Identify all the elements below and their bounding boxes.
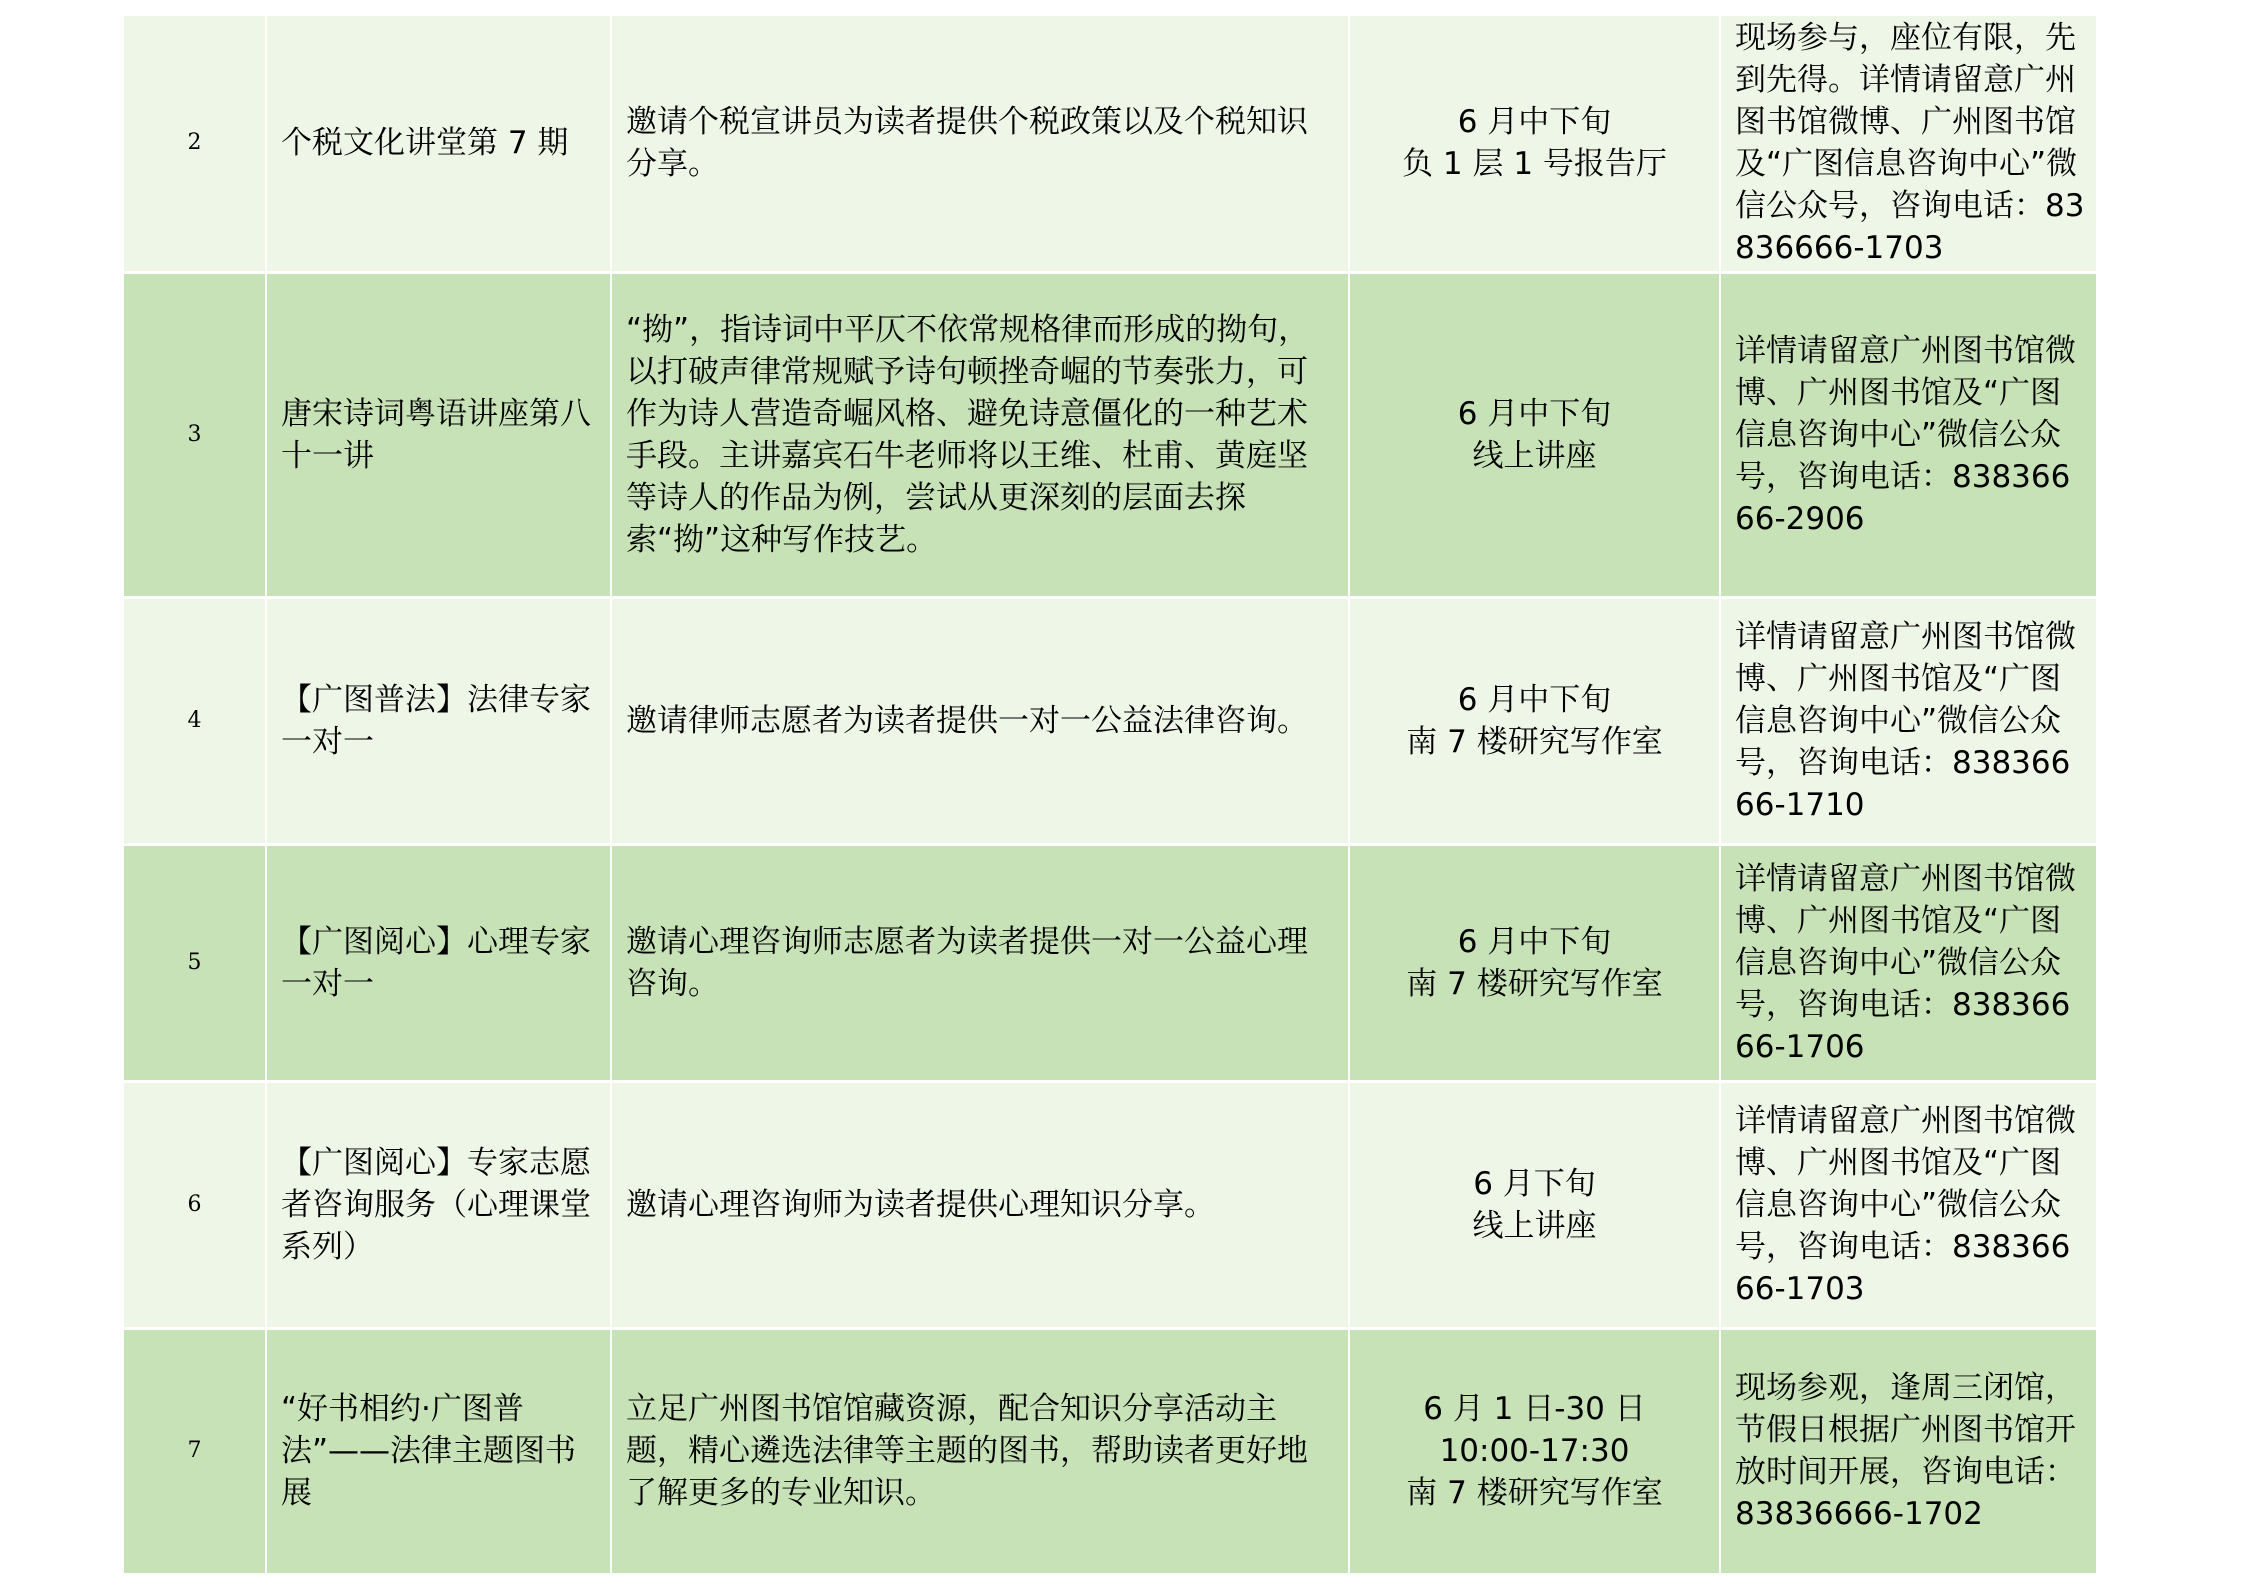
row-number: 5 xyxy=(124,844,266,1081)
time-place-line: 负 1 层 1 号报告厅 xyxy=(1402,146,1667,183)
activity-time-place xyxy=(1349,1081,1720,1328)
row-number: 3 xyxy=(124,272,266,597)
table-row xyxy=(124,1081,2096,1328)
table-row xyxy=(124,16,2096,272)
activity-note: 详情请留意广州图书馆微博、广州图书馆及“广图信息咨询中心”微信公众号，咨询电话：83836666-1710 xyxy=(1720,597,2096,844)
time-place-line: 6 月中下旬 xyxy=(1457,395,1612,432)
activity-name: 【广图阅心】心理专家一对一 xyxy=(266,844,611,1081)
activity-note: 详情请留意广州图书馆微博、广州图书馆及“广图信息咨询中心”微信公众号，咨询电话：83836666-1703 xyxy=(1720,1081,2096,1328)
activity-description: 立足广州图书馆馆藏资源，配合知识分享活动主题，精心遴选法律等主题的图书，帮助读者更好地了解更多的专业知识。 xyxy=(611,1328,1349,1574)
time-place-line: 南 7 楼研究写作室 xyxy=(1406,723,1663,760)
activity-note: 现场参观，逢周三闭馆，节假日根据广州图书馆开放时间开展，咨询电话：83836666-1702 xyxy=(1720,1328,2096,1574)
time-place-line: 6 月下旬 xyxy=(1473,1165,1596,1202)
activity-description: “拗”，指诗词中平仄不依常规格律而形成的拗句，以打破声律常规赋予诗句顿挫奇崛的节奏张力，可作为诗人营造奇崛风格、避免诗意僵化的一种艺术手段。主讲嘉宾石牛老师将以王维、杜甫、黄庭坚等诗人的作品为例，尝试从更深刻的层面去探索“拗”这种写作技艺。 xyxy=(611,272,1349,597)
activity-time-place xyxy=(1349,16,1720,272)
activity-table xyxy=(124,16,2096,1576)
activity-note: 现场参与，座位有限，先到先得。详情请留意广州图书馆微博、广州图书馆及“广图信息咨询中心”微信公众号，咨询电话：83836666-1703 xyxy=(1720,16,2096,272)
table-row xyxy=(124,1328,2096,1574)
activity-name: 唐宋诗词粤语讲座第八十一讲 xyxy=(266,272,611,597)
time-place-line: 6 月 1 日-30 日 xyxy=(1423,1391,1646,1427)
table-row xyxy=(124,272,2096,597)
time-place-line: 6 月中下旬 xyxy=(1457,104,1612,141)
time-place-line: 南 7 楼研究写作室 xyxy=(1406,965,1663,1002)
activity-time-place xyxy=(1349,272,1720,597)
row-number: 7 xyxy=(124,1328,266,1574)
activity-name: 【广图普法】法律专家一对一 xyxy=(266,597,611,844)
activity-description: 邀请心理咨询师志愿者为读者提供一对一公益心理咨询。 xyxy=(611,844,1349,1081)
activity-name: 【广图阅心】专家志愿者咨询服务（心理课堂系列） xyxy=(266,1081,611,1328)
row-number: 2 xyxy=(124,16,266,272)
activity-time-place xyxy=(1349,597,1720,844)
time-place-line: 线上讲座 xyxy=(1472,437,1597,474)
table-row xyxy=(124,597,2096,844)
time-place-line: 6 月中下旬 xyxy=(1457,923,1612,960)
activity-description: 邀请律师志愿者为读者提供一对一公益法律咨询。 xyxy=(611,597,1349,844)
time-place-line: 6 月中下旬 xyxy=(1457,681,1612,718)
activity-table-container xyxy=(124,16,2096,1576)
activity-note: 详情请留意广州图书馆微博、广州图书馆及“广图信息咨询中心”微信公众号，咨询电话：83836666-2906 xyxy=(1720,272,2096,597)
time-place-line: 线上讲座 xyxy=(1472,1207,1597,1244)
activity-time-place xyxy=(1349,844,1720,1081)
row-number: 6 xyxy=(124,1081,266,1328)
activity-name: “好书相约·广图普法”——法律主题图书展 xyxy=(266,1328,611,1574)
activity-description: 邀请心理咨询师为读者提供心理知识分享。 xyxy=(611,1081,1349,1328)
activity-time-place xyxy=(1349,1328,1720,1574)
time-place-line: 南 7 楼研究写作室 xyxy=(1406,1475,1663,1511)
activity-description: 邀请个税宣讲员为读者提供个税政策以及个税知识分享。 xyxy=(611,16,1349,272)
row-number: 4 xyxy=(124,597,266,844)
time-place-line: 10:00-17:30 xyxy=(1439,1433,1630,1469)
activity-note: 详情请留意广州图书馆微博、广州图书馆及“广图信息咨询中心”微信公众号，咨询电话：83836666-1706 xyxy=(1720,844,2096,1081)
activity-name: 个税文化讲堂第 7 期 xyxy=(266,16,611,272)
table-row xyxy=(124,844,2096,1081)
